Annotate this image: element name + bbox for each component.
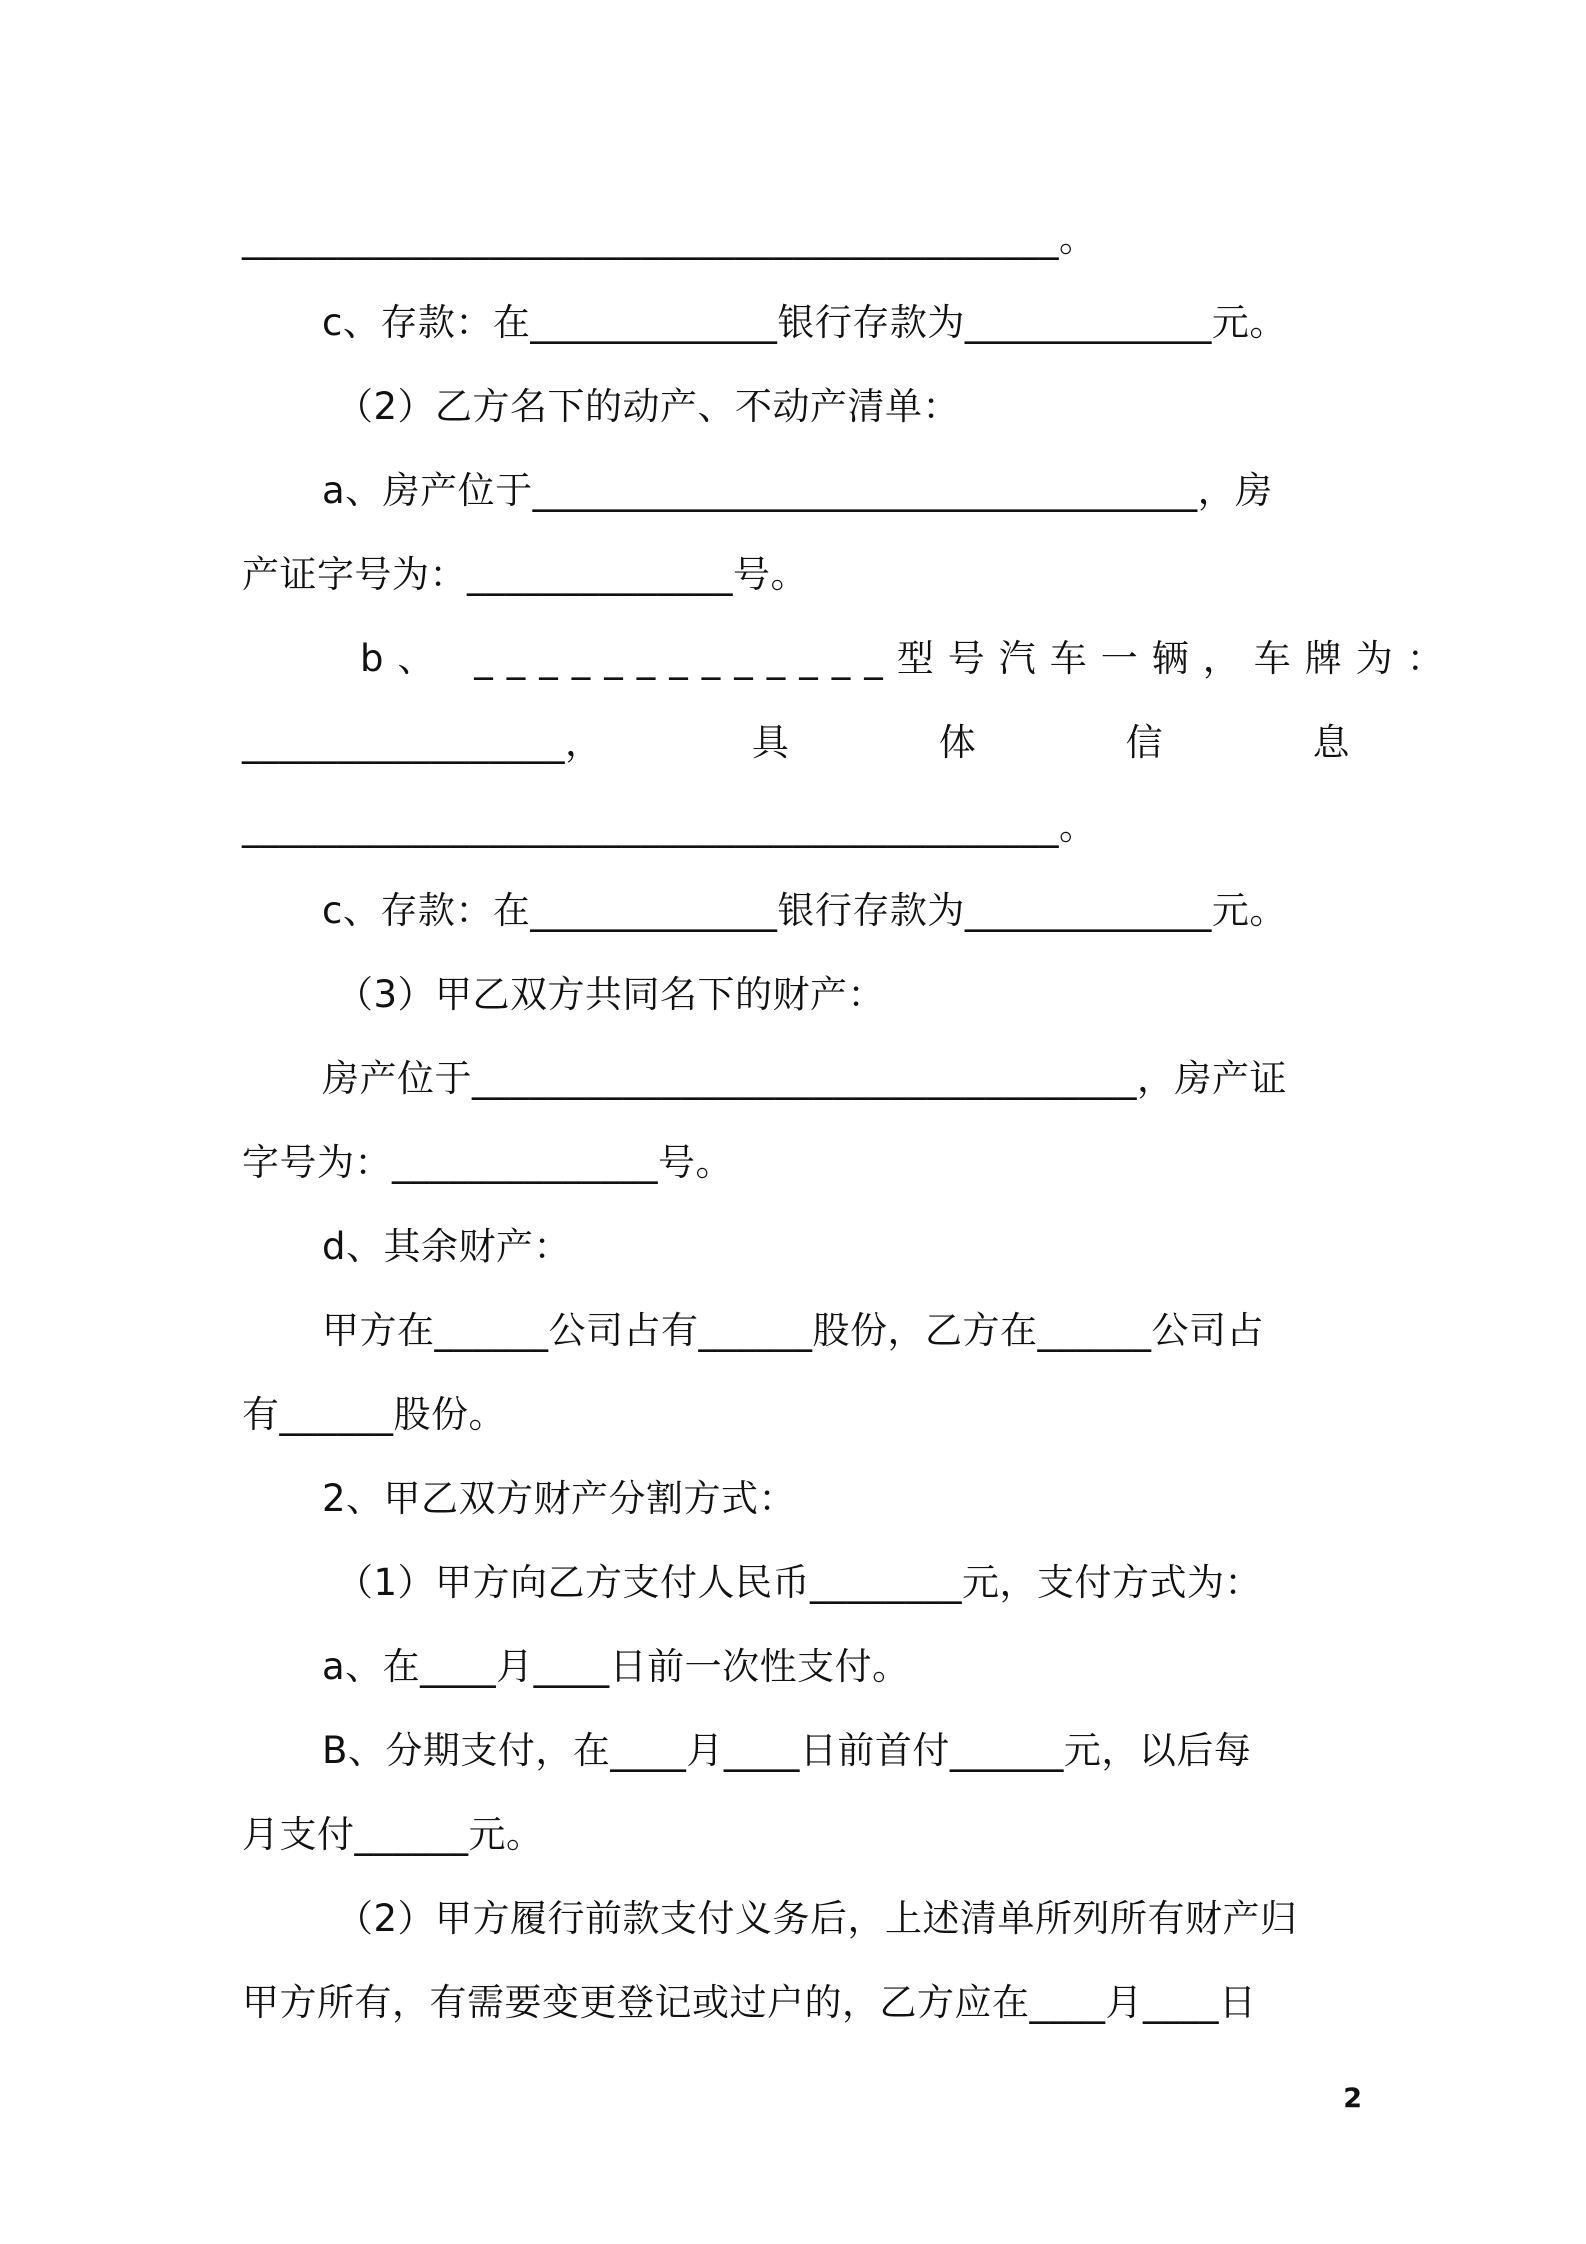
text-line: ___________________________________________。 <box>242 805 1097 848</box>
text-fragment: 信 <box>1125 721 1164 764</box>
text-line: a、房产位于___________________________________，房 <box>322 469 1273 512</box>
text-line: 甲方在______公司占有______股份，乙方在______公司占 <box>322 1309 1264 1352</box>
text-fragment: _________________， <box>242 721 603 764</box>
text-line: 2、甲乙双方财产分割方式： <box>322 1477 797 1520</box>
text-fragment: 体 <box>938 721 977 764</box>
text-line: （2）甲方履行前款支付义务后，上述清单所列所有财产归 <box>336 1897 1298 1940</box>
text-line: b、 _____________型号汽车一辆，车牌为： <box>360 637 1458 680</box>
page-number: 2 <box>1343 2083 1362 2114</box>
text-line: c、存款：在_____________银行存款为_____________元。 <box>322 301 1287 344</box>
text-line: c、存款：在_____________银行存款为_____________元。 <box>322 889 1287 932</box>
text-line: 房产位于___________________________________，房产证 <box>322 1057 1287 1100</box>
text-line <box>242 713 1352 773</box>
text-line: ___________________________________________。 <box>242 217 1097 260</box>
text-line: （2）乙方名下的动产、不动产清单： <box>336 385 961 428</box>
text-line: （3）甲乙双方共同名下的财产： <box>336 973 886 1016</box>
text-fragment: 具 <box>751 721 790 764</box>
text-line: d、其余财产： <box>322 1225 571 1268</box>
text-fragment: 息 <box>1312 721 1350 764</box>
text-line: （1）甲方向乙方支付人民币________元，支付方式为： <box>336 1561 1263 1604</box>
text-line: 月支付______元。 <box>242 1813 544 1856</box>
text-line: 有______股份。 <box>242 1393 506 1436</box>
text-line: 甲方所有，有需要变更登记或过户的，乙方应在____月____日 <box>242 1981 1257 2024</box>
text-line: 字号为：______________号。 <box>242 1141 733 1184</box>
text-line: a、在____月____日前一次性支付。 <box>322 1645 910 1688</box>
text-line: 产证字号为：______________号。 <box>242 553 808 596</box>
text-line: B、分期支付，在____月____日前首付______元，以后每 <box>322 1729 1252 1772</box>
